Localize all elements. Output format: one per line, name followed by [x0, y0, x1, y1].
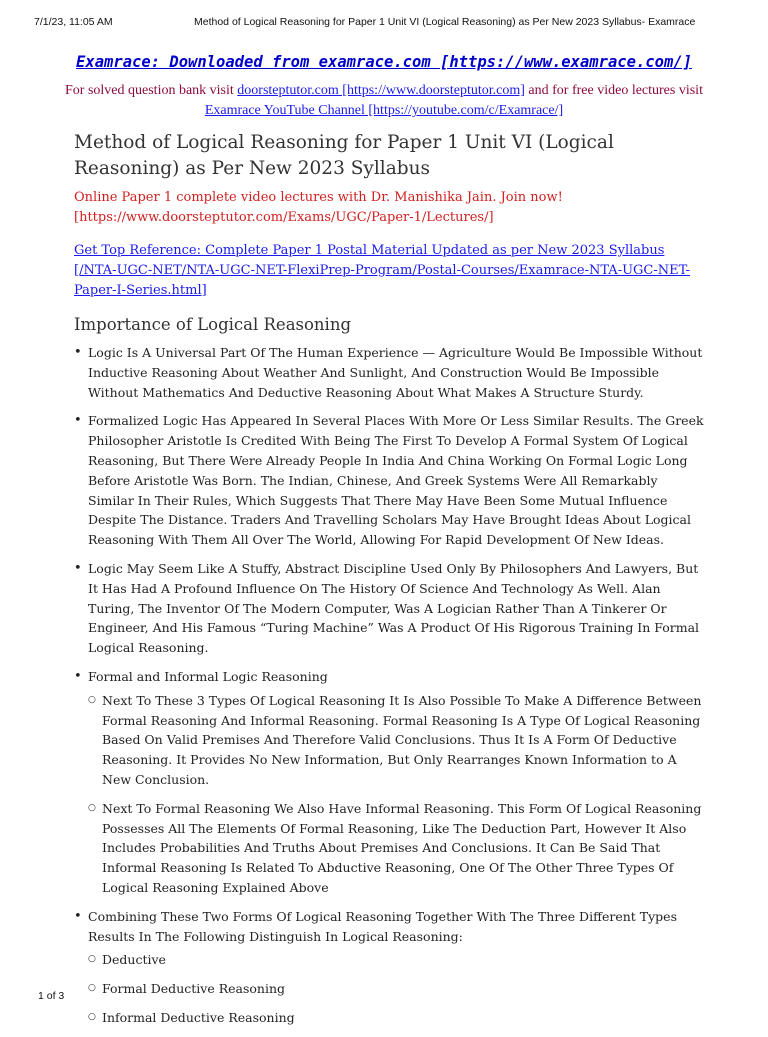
list-item-formal-informal — [74, 667, 704, 898]
list-item: • Formalized Logic Has Appeared In Several Places With More Or Less Similar Results. The Greek Philosopher Aristotle Is Credited With Being The First To Develop A Formal System Of Logical Reasoning, But There Were Already People In India And China Working On Formal Logic Long Before Aristotle Was Born. The Indian, Chinese, And Greek Systems Were All Remarkably Similar In Their Rules, Which Suggests That There May Have Been Some Mutual Influence Despite The Distance. Traders And Travelling Scholars May Have Brought Ideas About Logical Reasoning With Them All Over The World, Allowing For Rapid Development Of New Ideas. — [74, 411, 704, 550]
list-item-label: Combining These Two Forms Of Logical Reasoning Together With The Three Different Types Results In The Following Distinguish In Logical Reasoning: — [88, 908, 677, 944]
print-timestamp: 7/1/23, 11:05 AM — [34, 16, 113, 28]
list-item-combining — [74, 907, 704, 1028]
sub-list-item: ○ Next To Formal Reasoning We Also Have Informal Reasoning. This Form Of Logical Reasoning Possesses All The Elements Of Formal Reasoning, Like The Deduction Part, However It Also Includes Probabilities And Truths About Premises And Conclusions. It Can Be Said That Informal Reasoning Is Related To Abductive Reasoning, One Of The Other Three Types Of Logical Reasoning Explained Above — [88, 799, 704, 898]
bullet-list — [74, 343, 704, 1028]
reference-block — [74, 241, 704, 301]
page-number: 1 of 3 — [38, 990, 65, 1002]
print-document-title: Method of Logical Reasoning for Paper 1 Unit VI (Logical Reasoning) as Per New 2023 Syllabus- Examrace — [194, 16, 696, 28]
sub-list-item: ○ Informal Deductive Reasoning — [88, 1008, 704, 1028]
banner-link[interactable]: Examrace: Downloaded from examrace.com [https://www.examrace.com/] — [76, 53, 692, 71]
sub-banner — [60, 81, 708, 121]
list-item: • Logic Is A Universal Part Of The Human Experience — Agriculture Would Be Impossible Without Inductive Reasoning About Weather And Sunlight, And Construction Would Be Impossible Without Mathematics And Deductive Reasoning About What Makes A Structure Sturdy. — [74, 343, 704, 402]
list-item-label: Formal and Informal Logic Reasoning — [88, 668, 328, 684]
page-title: Method of Logical Reasoning for Paper 1 Unit VI (Logical Reasoning) as Per New 2023 Syllabus — [74, 132, 614, 179]
sub-list-item: ○ Deductive — [88, 950, 704, 970]
sub-banner-text-1: For solved question bank visit — [65, 83, 238, 98]
print-header — [34, 16, 708, 32]
youtube-channel-link[interactable]: Examrace YouTube Channel [https://youtube.com/c/Examrace/] — [204, 103, 564, 118]
postal-material-link[interactable]: Get Top Reference: Complete Paper 1 Postal Material Updated as per New 2023 Syllabus [/NTA-UGC-NET/NTA-UGC-NET-FlexiPrep-Program/Postal-Courses/Examrace-NTA-UGC-NET-Paper-I-Series.html] — [74, 243, 691, 298]
video-lectures-promo[interactable]: Online Paper 1 complete video lectures with Dr. Manishika Jain. Join now! [https://www.doorsteptutor.com/Exams/UGC/Paper-1/Lectures/] — [74, 190, 563, 225]
sub-list-item: ○ Formal Deductive Reasoning — [88, 979, 704, 999]
doorsteptutor-link[interactable]: doorsteptutor.com [https://www.doorsteptutor.com] — [237, 83, 525, 98]
examrace-banner[interactable] — [0, 53, 768, 71]
sub-bullet-list — [88, 950, 704, 1027]
sub-banner-text-2: and for free video lectures visit — [524, 83, 703, 98]
sub-bullet-list — [88, 691, 704, 898]
sub-list-item: ○ Next To These 3 Types Of Logical Reasoning It Is Also Possible To Make A Difference Between Formal Reasoning And Informal Reasoning. Formal Reasoning Is A Type Of Logical Reasoning Based On Valid Premises And Therefore Valid Conclusions. Thus It Is A Form Of Deductive Reasoning. It Provides No New Information, But Only Rearranges Known Information to A New Conclusion. — [88, 691, 704, 790]
section-heading: Importance of Logical Reasoning — [74, 315, 352, 334]
list-item: • Logic May Seem Like A Stuffy, Abstract Discipline Used Only By Philosophers And Lawyers, But It Has Had A Profound Influence On The History Of Science And Technology As Well. Alan Turing, The Inventor Of The Modern Computer, Was A Logician Rather Than A Tinkerer Or Engineer, And His Famous “Turing Machine” Was A Product Of His Rigorous Training In Formal Logical Reasoning. — [74, 559, 704, 658]
main-content — [74, 130, 704, 1037]
